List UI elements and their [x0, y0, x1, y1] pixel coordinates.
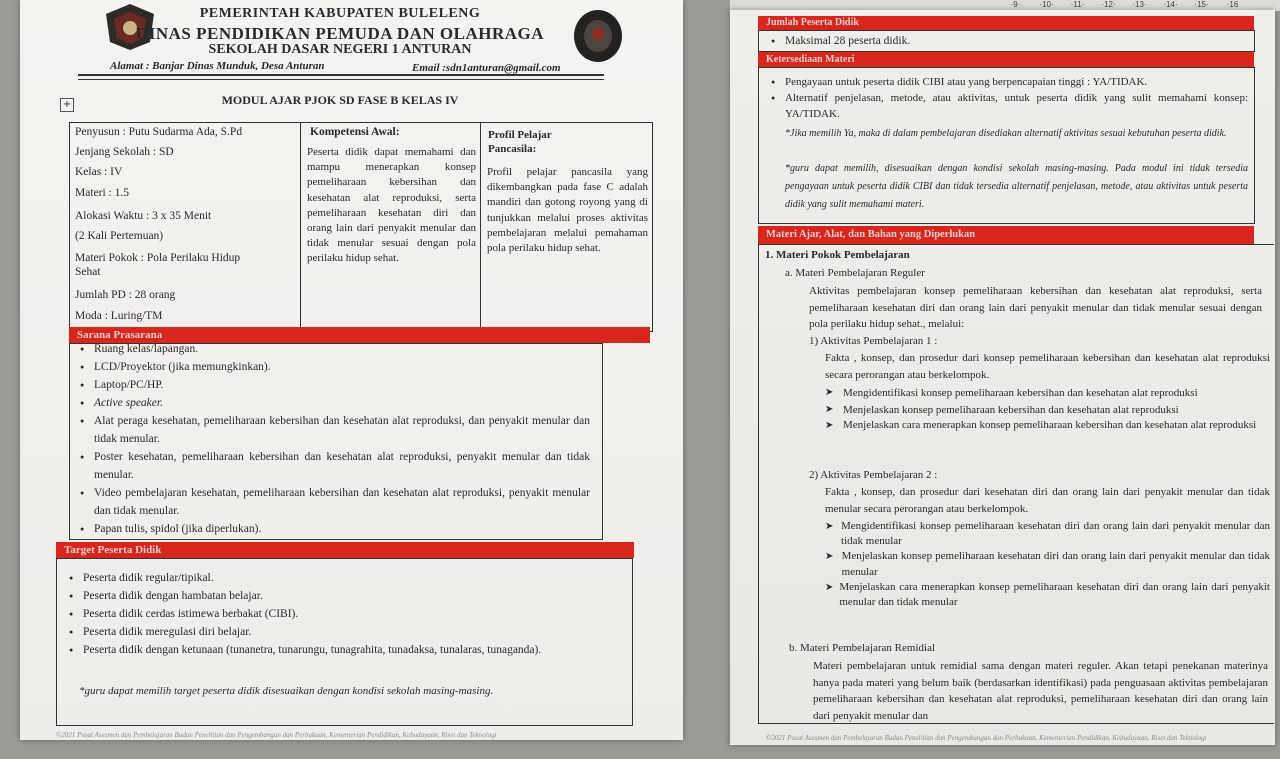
section-heading-count: Jumlah Peserta Didik — [758, 16, 1254, 30]
ruler-mark: ·9· — [1010, 0, 1021, 9]
competence-text: Peserta didik dapat memahami dan mampu menerapkan konsep pemeliharaan kebersihan dan kesehatan alat reproduksi, serta pemeliharaan kesehatan diri dan orang lain dari penyakit menular dan tidak menular sesuai dengan pola perilaku hidup sehat. — [307, 146, 476, 265]
availability-list — [771, 74, 1248, 122]
list-item: Menjelaskan cara menerapkan konsep pemeliharaan kebersihan dan kesehatan alat reproduksi — [843, 419, 1257, 431]
section-heading-target: Target Peserta Didik — [56, 542, 634, 558]
ruler-mark: ·14· — [1163, 0, 1178, 9]
document-page-right — [730, 10, 1275, 745]
activity-2-text: Fakta , konsep, dan prosedur dari kesehatan diri dan orang lain dari penyakit menular dan tidak menular secara perorangan atau berkelompok. — [825, 486, 1270, 515]
identity-level: Jenjang Sekolah : SD — [75, 146, 174, 158]
arrow-bullet-icon: ➤ — [825, 387, 834, 398]
school-address: Alamat : Banjar Dinas Munduk, Desa Anturan — [110, 60, 325, 72]
activity-1-list — [825, 385, 1270, 435]
arrow-bullet-icon: ➤ — [825, 420, 834, 431]
list-item: Menjelaskan cara menerapkan konsep pemeliharaan kesehatan diri dan orang lain dari penyakit menular dan tidak menular — [839, 580, 1270, 609]
identity-meetings: (2 Kali Pertemuan) — [75, 230, 164, 242]
list-item: ● Laptop/PC/HP. — [80, 376, 590, 394]
list-item: ● Peserta didik dengan ketunaan (tunanetra, tunarungu, tunagrahita, tunadaksa, tunalaras, tunaganda). — [69, 641, 618, 659]
arrow-bullet-icon: ➤ — [825, 521, 834, 532]
list-item: Mengidentifikasi konsep pemeliharaan kebersihan dan kesehatan alat reproduksi — [843, 387, 1198, 399]
facilities-list — [80, 340, 590, 538]
document-page-left — [20, 0, 683, 740]
school-logo-icon — [572, 8, 624, 64]
identity-author: Penyusun : Putu Sudarma Ada, S.Pd — [75, 126, 243, 138]
profile-heading: Profil Pelajar Pancasila: — [488, 129, 552, 155]
list-item: ● Peserta didik dengan hambatan belajar. — [69, 587, 618, 605]
identity-time: Alokasi Waktu : 3 x 35 Menit — [75, 210, 212, 222]
availability-note-1: *Jika memilih Ya, maka di dalam pembelajaran disediakan alternatif aktivitas sesuai kebutuhan peserta didik. — [785, 128, 1227, 139]
header-divider — [78, 74, 604, 80]
materials-remedial-text: Materi pembelajaran untuk remidial sama dengan materi reguler. Akan tetapi penekanan materinya hanya pada materi yang belum baik (berdasarkan identifikasi) pada penguasaan aktivitas pembelajaran pemeliharaan kebersihan dan kesehatan alat reproduksi, pemeliharaan kesehatan diri dan orang lain dari penyakit menular dan — [813, 660, 1268, 722]
materials-box — [758, 244, 1274, 724]
competence-heading: Kompetensi Awal: — [310, 126, 400, 138]
section-heading-materials: Materi Ajar, Alat, dan Bahan yang Diperlukan — [758, 226, 1254, 244]
facilities-box — [69, 343, 603, 540]
materials-regular-heading: a. Materi Pembelajaran Reguler — [785, 267, 925, 279]
table-move-handle-icon[interactable]: + — [60, 98, 74, 112]
list-item: ● Alat peraga kesehatan, pemeliharaan kebersihan dan kesehatan alat reproduksi, dan penyakit menular dan tidak menular. — [80, 412, 590, 448]
identity-mode: Moda : Luring/TM — [75, 310, 163, 322]
materials-remedial-heading: b. Materi Pembelajaran Remidial — [789, 642, 936, 654]
arrow-bullet-icon: ➤ — [825, 551, 834, 563]
identity-column — [70, 123, 301, 331]
section-heading-facilities: Sarana Prasarana — [69, 327, 650, 343]
identity-material: Materi : 1.5 — [75, 187, 129, 199]
list-item: ● Peserta didik cerdas istimewa berbakat (CIBI). — [69, 605, 618, 623]
list-item: ● Ruang kelas/lapangan. — [80, 340, 590, 358]
availability-box — [758, 67, 1255, 224]
ruler-mark: ·11· — [1070, 0, 1085, 9]
identity-topic: Materi Pokok : Pola Perilaku Hidup — [75, 252, 241, 264]
list-item: ● Poster kesehatan, pemeliharaan kebersihan dan kesehatan alat reproduksi, penyakit menular dan tidak menular. — [80, 448, 590, 484]
materials-regular-text: Aktivitas pembelajaran konsep pemeliharaan kebersihan dan kesehatan alat reproduksi, serta pemeliharaan kesehatan diri dan orang lain dari penyakit menular dan tidak menular sesuai dengan pola perilaku hidup sehat., melalui: — [809, 285, 1262, 330]
activity-1-text: Fakta , konsep, dan prosedur dari konsep pemeliharaan kebersihan dan kesehatan alat reproduksi secara perorangan atau berkelompok. — [825, 352, 1270, 381]
identity-topic-cont: Sehat — [75, 266, 101, 278]
list-item: Mengidentifikasi konsep pemeliharaan kesehatan diri dan orang lain dari penyakit menular dan tidak menular — [841, 520, 1270, 548]
profile-text: Profil pelajar pancasila yang dikembangkan pada fase C adalah mandiri dan gotong royong yang di tunjukkan melalui proses aktivitas pembelajaran melalui pemahaman pola perilaku hidup sehat. — [487, 166, 648, 255]
header-line-school: SEKOLAH DASAR NEGERI 1 ANTURAN — [208, 42, 472, 57]
ruler-mark: ·13· — [1132, 0, 1147, 9]
identity-student-count: Jumlah PD : 28 orang — [75, 289, 176, 301]
list-item: ● Pengayaan untuk peserta didik CIBI atau yang berpencapaian tinggi : YA/TIDAK. — [771, 74, 1248, 90]
availability-note-2: *guru dapat memilih, disesuaikan dengan kondisi sekolah masing-masing. Pada modul ini tidak tersedia pengayaan untuk peserta didik CIBI dan tidak tersedia alternatif penjelasan, metode, atau aktivitas untuk peserta didik yang sulit memahami materi. — [785, 163, 1248, 210]
activity-1-heading: 1) Aktivitas Pembelajaran 1 : — [809, 335, 938, 347]
ruler-mark: ·12· — [1101, 0, 1116, 9]
page-footer-right: ©2021 Pusat Asesmen dan Pembelajaran Badan Penelitian dan Pengembangan dan Perbukuan, Kementerian Pendidikan, Kebudayaan, Riset dan Teknologi — [766, 734, 1207, 742]
list-item: ● Peserta didik meregulasi diri belajar. — [69, 623, 618, 641]
list-item: ● Peserta didik regular/tipikal. — [69, 569, 618, 587]
list-item: ● Papan tulis, spidol (jika diperlukan). — [80, 520, 590, 538]
ruler-mark: ·15· — [1194, 0, 1209, 9]
list-item: ● Alternatif penjelasan, metode, atau aktivitas, untuk peserta didik yang sulit memahami konsep: YA/TIDAK. — [771, 90, 1248, 122]
arrow-bullet-icon: ➤ — [825, 403, 834, 415]
header-line-government: PEMERINTAH KABUPATEN BULELENG — [199, 6, 481, 21]
target-list — [69, 569, 618, 659]
module-title: MODUL AJAR PJOK SD FASE B KELAS IV — [221, 93, 459, 107]
header-line-department: DINAS PENDIDIKAN PEMUDA DAN OLAHRAGA — [135, 24, 545, 43]
list-item: ● Active speaker. — [80, 394, 590, 412]
identity-class: Kelas : IV — [75, 166, 123, 178]
count-box — [758, 30, 1255, 52]
target-box — [56, 558, 633, 726]
section-heading-availability: Ketersediaan Materi — [758, 52, 1254, 67]
ruler-mark: ·16 — [1226, 0, 1239, 9]
activity-2-list — [825, 519, 1270, 610]
list-item: Menjelaskan konsep pemeliharaan kebersihan dan kesehatan alat reproduksi — [843, 403, 1179, 416]
arrow-bullet-icon: ➤ — [825, 581, 834, 593]
profile-column — [480, 123, 652, 331]
target-note: *guru dapat memilih target peserta didik disesuaikan dengan kondisi sekolah masing-masing. — [79, 685, 494, 697]
materials-point-1: 1. Materi Pokok Pembelajaran — [765, 249, 910, 261]
identity-table — [69, 122, 653, 332]
page-footer-left: ©2021 Pusat Asesmen dan Pembelajaran Badan Penelitian dan Pengembangan dan Perbukuan, Kementerian Pendidikan, Kebudayaan, Riset dan Teknologi — [56, 731, 497, 739]
list-item: ● Maksimal 28 peserta didik. — [771, 32, 910, 50]
list-item: Menjelaskan konsep pemeliharaan kesehatan diri dan orang lain dari penyakit menular dan tidak menular — [841, 550, 1270, 578]
activity-2-heading: 2) Aktivitas Pembelajaran 2 : — [809, 469, 938, 481]
ruler-mark: ·10· — [1039, 0, 1054, 9]
list-item: ● Video pembelajaran kesehatan, pemeliharaan kebersihan dan kesehatan alat reproduksi, penyakit menular dan tidak menular. — [80, 484, 590, 520]
list-item: ● LCD/Proyektor (jika memungkinkan). — [80, 358, 590, 376]
competence-column — [300, 123, 481, 331]
school-email: Email :sdn1anturan@gmail.com — [412, 62, 561, 74]
